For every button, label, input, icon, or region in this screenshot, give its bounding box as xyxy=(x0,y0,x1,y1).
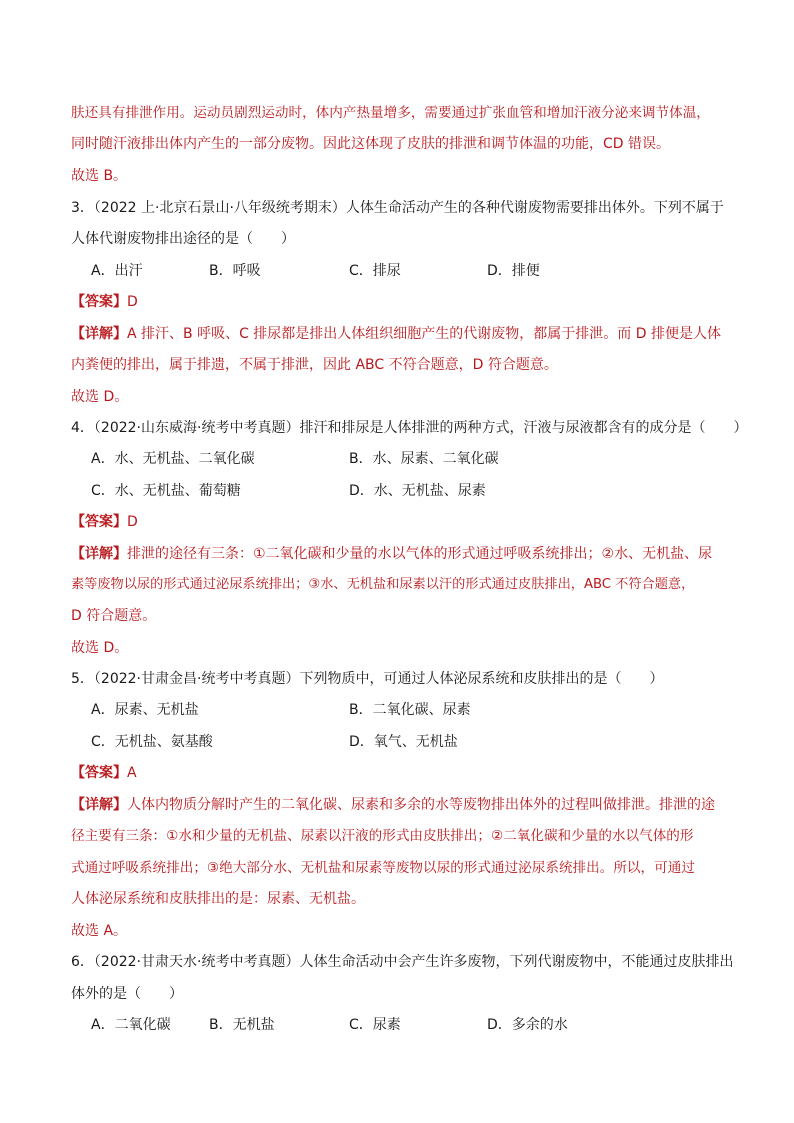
question-number: 6． xyxy=(71,954,94,970)
answer-value: D xyxy=(127,294,138,310)
question-source: （2022·甘肃天水·统考中考真题） xyxy=(93,954,300,970)
detail-label: 【详解】 xyxy=(71,797,127,813)
question-number: 3． xyxy=(71,200,94,216)
option-b: B．无机盐 xyxy=(209,1017,275,1033)
question-number: 4． xyxy=(71,420,94,436)
detail-text: 人体泌尿系统和皮肤排出的是：尿素、无机盐。 xyxy=(71,891,365,907)
detail-text: 排泄的途径有三条：①二氧化碳和少量的水以气体的形式通过呼吸系统排出；②水、无机盐、尿 xyxy=(127,546,713,562)
detail-text: 人体内物质分解时产生的二氧化碳、尿素和多余的水等废物排出体外的过程叫做排泄。排泄的途 xyxy=(127,797,715,813)
option-d: D．氧气、无机盐 xyxy=(349,734,458,750)
answer-line xyxy=(71,292,138,312)
option-b: B．二氧化碳、尿素 xyxy=(349,702,471,718)
question-source: （2022·甘肃金昌·统考中考真题） xyxy=(93,671,300,687)
question-number: 5． xyxy=(71,671,94,687)
answer-label: 【答案】 xyxy=(71,765,127,781)
answer-value: D xyxy=(127,514,138,530)
question-5-stem xyxy=(71,669,663,689)
option-a: A．出汗 xyxy=(91,263,143,279)
conclusion: 故选 A。 xyxy=(71,923,128,939)
question-4-stem xyxy=(71,418,747,438)
question-text: 人体生命活动产生的各种代谢废物需要排出体外。下列不属于 xyxy=(345,200,724,216)
detail-line xyxy=(71,544,712,564)
conclusion: 故选 B。 xyxy=(71,168,128,184)
option-a: A．水、无机盐、二氧化碳 xyxy=(91,451,255,467)
answer-label: 【答案】 xyxy=(71,294,127,310)
answer-line xyxy=(71,512,138,532)
option-c: C．尿素 xyxy=(349,1017,401,1033)
detail-text: D 符合题意。 xyxy=(71,608,157,624)
explanation-line: 肤还具有排泄作用。运动员剧烈运动时，体内产热量增多，需要通过扩张血管和增加汗液分泌来调节体温， xyxy=(71,105,710,121)
detail-line xyxy=(71,324,721,344)
question-text: 排汗和排尿是人体排泄的两种方式，汗液与尿液都含有的成分是（ ） xyxy=(299,420,748,436)
option-d: D．多余的水 xyxy=(487,1017,568,1033)
detail-text: 径主要有三条：①水和少量的无机盐、尿素以汗液的形式由皮肤排出；②二氧化碳和少量的水以气体的形 xyxy=(71,828,694,844)
option-c: C．水、无机盐、葡萄糖 xyxy=(91,483,241,499)
option-d: D．水、无机盐、尿素 xyxy=(349,483,486,499)
option-d: D．排便 xyxy=(487,263,540,279)
option-c: C．无机盐、氨基酸 xyxy=(91,734,213,750)
option-b: B．呼吸 xyxy=(209,263,261,279)
detail-text: A 排汗、B 呼吸、C 排尿都是排出人体组织细胞产生的代谢废物，都属于排泄。而 D 排便是人体 xyxy=(127,326,721,342)
question-text: 人体代谢废物排出途径的是（ ） xyxy=(71,231,295,247)
answer-line xyxy=(71,763,137,783)
detail-text: 式通过呼吸系统排出；③绝大部分水、无机盐和尿素等废物以尿的形式通过泌尿系统排出。所以，可通过 xyxy=(71,860,695,876)
option-a: A．尿素、无机盐 xyxy=(91,702,199,718)
detail-label: 【详解】 xyxy=(71,326,127,342)
question-text: 人体生命活动中会产生许多废物，下列代谢废物中，不能通过皮肤排出 xyxy=(299,954,734,970)
question-source: （2022 上·北京石景山·八年级统考期末） xyxy=(93,200,346,216)
question-3-stem xyxy=(71,198,724,218)
detail-line xyxy=(71,795,715,815)
question-text: 体外的是（ ） xyxy=(71,986,183,1002)
option-c: C．排尿 xyxy=(349,263,401,279)
conclusion: 故选 D。 xyxy=(71,640,129,656)
detail-label: 【详解】 xyxy=(71,546,127,562)
question-6-stem xyxy=(71,952,733,972)
detail-text: 素等废物以尿的形式通过泌尿系统排出；③水、无机盐和尿素以汗的形式通过皮肤排出，ABC 不符合题意， xyxy=(71,577,695,592)
explanation-line: 同时随汗液排出体内产生的一部分废物。因此这体现了皮肤的排泄和调节体温的功能，CD 错误。 xyxy=(71,136,671,152)
question-source: （2022·山东威海·统考中考真题） xyxy=(93,420,300,436)
answer-label: 【答案】 xyxy=(71,514,127,530)
detail-text: 内粪便的排出，属于排遗，不属于排泄，因此 ABC 不符合题意，D 符合题意。 xyxy=(71,357,558,373)
question-text: 下列物质中，可通过人体泌尿系统和皮肤排出的是（ ） xyxy=(299,671,664,687)
answer-value: A xyxy=(127,765,137,781)
conclusion: 故选 D。 xyxy=(71,389,129,405)
option-b: B．水、尿素、二氧化碳 xyxy=(349,451,499,467)
option-a: A．二氧化碳 xyxy=(91,1017,171,1033)
